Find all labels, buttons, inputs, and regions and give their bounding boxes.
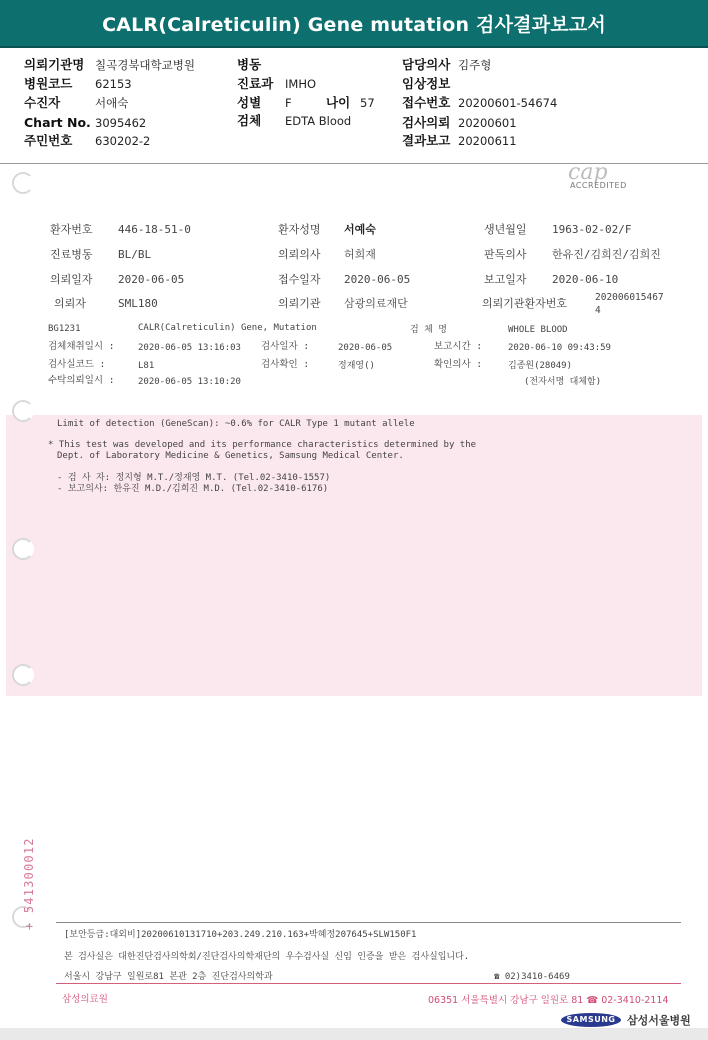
clinical-info-label: 임상정보 — [402, 76, 451, 91]
org-patient-no-value-1: 202006015467 — [595, 292, 664, 303]
test-request-label: 검사의뢰 — [402, 115, 451, 130]
examinee-value: 서애숙 — [95, 96, 129, 110]
requesting-org-label: 의뢰기관명 — [24, 57, 85, 72]
request-info-header — [0, 48, 708, 164]
footer-address: 06351 서울특별시 강남구 일원로 81 ☎ 02-3410-2114 — [428, 995, 669, 1006]
doctor-label: 담당의사 — [402, 57, 451, 72]
punch-hole — [12, 172, 34, 194]
ward-label: 진료병동 — [50, 248, 93, 261]
tester-line: - 검 사 자: 정지형 M.T./정재영 M.T. (Tel.02-3410-1557) — [57, 473, 331, 483]
security-line: [보안등급:대외비]20200610131710+203.249.210.163+박혜정207645+SLW150F1 — [64, 930, 417, 940]
report-time-value: 2020-06-10 09:43:59 — [508, 343, 611, 353]
cap-accredited-text: ACCREDITED — [570, 181, 627, 190]
side-serial-number — [22, 820, 36, 930]
result-report-label: 결과보고 — [402, 133, 451, 148]
requesting-org-value: 칠곡경북대학교병원 — [95, 58, 195, 72]
dept-label: 진료과 — [237, 76, 274, 91]
esign-note: (전자서명 대체함) — [524, 377, 602, 387]
test-name: CALR(Calreticulin) Gene, Mutation — [138, 323, 317, 333]
collect-value: 2020-06-05 13:16:03 — [138, 343, 241, 353]
orderer-value: SML180 — [118, 297, 158, 310]
test-confirm-value: 정재영() — [338, 361, 375, 371]
report-time-label: 보고시간 : — [434, 341, 483, 352]
lab-address: 서울시 강남구 일원로81 본관 2층 진단검사의학과 — [64, 972, 273, 982]
specimen-name-label: 검 체 명 — [410, 325, 447, 335]
confirm-doctor-value: 김종원(28049) — [508, 361, 573, 371]
hospital-code-value: 62153 — [95, 77, 132, 91]
ordering-doctor-value: 허희재 — [344, 248, 376, 261]
confirm-doctor-label: 확인의사 : — [434, 359, 483, 370]
test-confirm-label: 검사확인 : — [261, 359, 310, 370]
cap-logo-text: cap — [568, 160, 608, 185]
samsung-logo — [561, 1013, 621, 1027]
org-patient-no-value-2: 4 — [595, 305, 601, 316]
examinee-label: 수진자 — [24, 95, 61, 110]
age-value: 57 — [360, 96, 375, 110]
rrn-label: 주민번호 — [24, 133, 73, 148]
org-patient-no-label: 의뢰기관환자번호 — [482, 297, 568, 310]
order-org-label: 의뢰기관 — [278, 297, 321, 310]
patient-name-value: 서예숙 — [344, 223, 376, 236]
cap-accredited-logo — [562, 160, 652, 196]
punch-hole — [12, 664, 34, 686]
report-date-label: 보고일자 — [484, 273, 527, 286]
order-date-label: 의뢰일자 — [50, 273, 93, 286]
order-org-value: 삼광의료재단 — [344, 297, 408, 310]
reporter-line: - 보고의사: 한유진 M.D./김희진 M.D. (Tel.02-3410-6176) — [57, 484, 329, 494]
sex-label: 성별 — [237, 95, 262, 110]
test-date-label: 검사일자 : — [261, 341, 310, 352]
consign-value: 2020-06-05 13:10:20 — [138, 377, 241, 387]
chart-no-value: 3095462 — [95, 116, 147, 130]
rrn-value: 630202-2 — [95, 134, 151, 148]
consign-label: 수탁의뢰일시 : — [48, 375, 115, 386]
scanned-report-sheet — [0, 160, 708, 1040]
dept-value: IMHO — [285, 77, 317, 91]
order-date-value: 2020-06-05 — [118, 273, 185, 286]
receipt-no-value: 20200601-54674 — [458, 96, 558, 110]
punch-hole — [12, 400, 34, 422]
reading-doctor-value: 한유진/김희진/김희진 — [552, 248, 661, 261]
certification-line: 본 검사실은 대한진단검사의학회/진단검사의학재단의 우수검사실 신임 인증을 받은 검사실입니다. — [64, 952, 470, 962]
lab-code-value: L81 — [138, 361, 155, 371]
samsung-logo-text: SAMSUNG — [566, 1015, 616, 1024]
test-code: BG1231 — [48, 324, 81, 334]
orderer-label: 의뢰자 — [54, 297, 86, 310]
test-request-value: 20200601 — [458, 116, 517, 130]
chart-no-label: Chart No. — [24, 115, 91, 130]
detection-limit-line: Limit of detection (GeneScan): ~0.6% for CALR Type 1 mutant allele — [57, 419, 415, 429]
doctor-value: 김주형 — [458, 58, 492, 72]
hospital-name: 삼성서울병원 — [627, 1014, 691, 1027]
lab-code-label: 검사실코드 : — [48, 359, 106, 370]
side-serial-text: + 541300012 — [22, 837, 36, 930]
patient-no-value: 446-18-51-0 — [118, 223, 191, 236]
collect-label: 검체채취일시 : — [48, 341, 115, 352]
ward-label: 병동 — [237, 57, 262, 72]
receipt-no-label: 접수번호 — [402, 95, 451, 110]
specimen-value: EDTA Blood — [285, 114, 352, 128]
note-line-1: * This test was developed and its performance characteristics determined by the — [48, 440, 477, 450]
receipt-date-value: 2020-06-05 — [344, 273, 411, 286]
footer-divider — [56, 922, 681, 923]
sex-value: F — [285, 96, 292, 110]
patient-name-label: 환자성명 — [278, 223, 321, 236]
hospital-code-label: 병원코드 — [24, 76, 73, 91]
specimen-label: 검체 — [237, 113, 262, 128]
punch-hole — [12, 538, 34, 560]
report-date-value: 2020-06-10 — [552, 273, 619, 286]
note-line-2: Dept. of Laboratory Medicine & Genetics, Samsung Medical Center. — [57, 451, 404, 461]
ordering-doctor-label: 의뢰의사 — [278, 248, 321, 261]
result-report-value: 20200611 — [458, 134, 517, 148]
test-date-value: 2020-06-05 — [338, 343, 393, 353]
dob-value: 1963-02-02/F — [552, 223, 632, 236]
reading-doctor-label: 판독의사 — [484, 248, 527, 261]
footer-org-name: 삼성의료원 — [62, 994, 108, 1005]
report-title: CALR(Calreticulin) Gene mutation 검사결과보고서 — [102, 13, 606, 36]
bottom-strip — [0, 1028, 708, 1040]
receipt-date-label: 접수일자 — [278, 273, 321, 286]
dob-label: 생년월일 — [484, 223, 527, 236]
lab-phone: ☎ 02)3410-6469 — [494, 972, 570, 982]
footer-pink-divider — [56, 983, 681, 984]
age-label: 나이 — [326, 95, 351, 110]
specimen-name-value: WHOLE BLOOD — [508, 325, 568, 335]
patient-no-label: 환자번호 — [50, 223, 93, 236]
report-title-bar — [0, 0, 708, 48]
ward-value: BL/BL — [118, 248, 152, 261]
